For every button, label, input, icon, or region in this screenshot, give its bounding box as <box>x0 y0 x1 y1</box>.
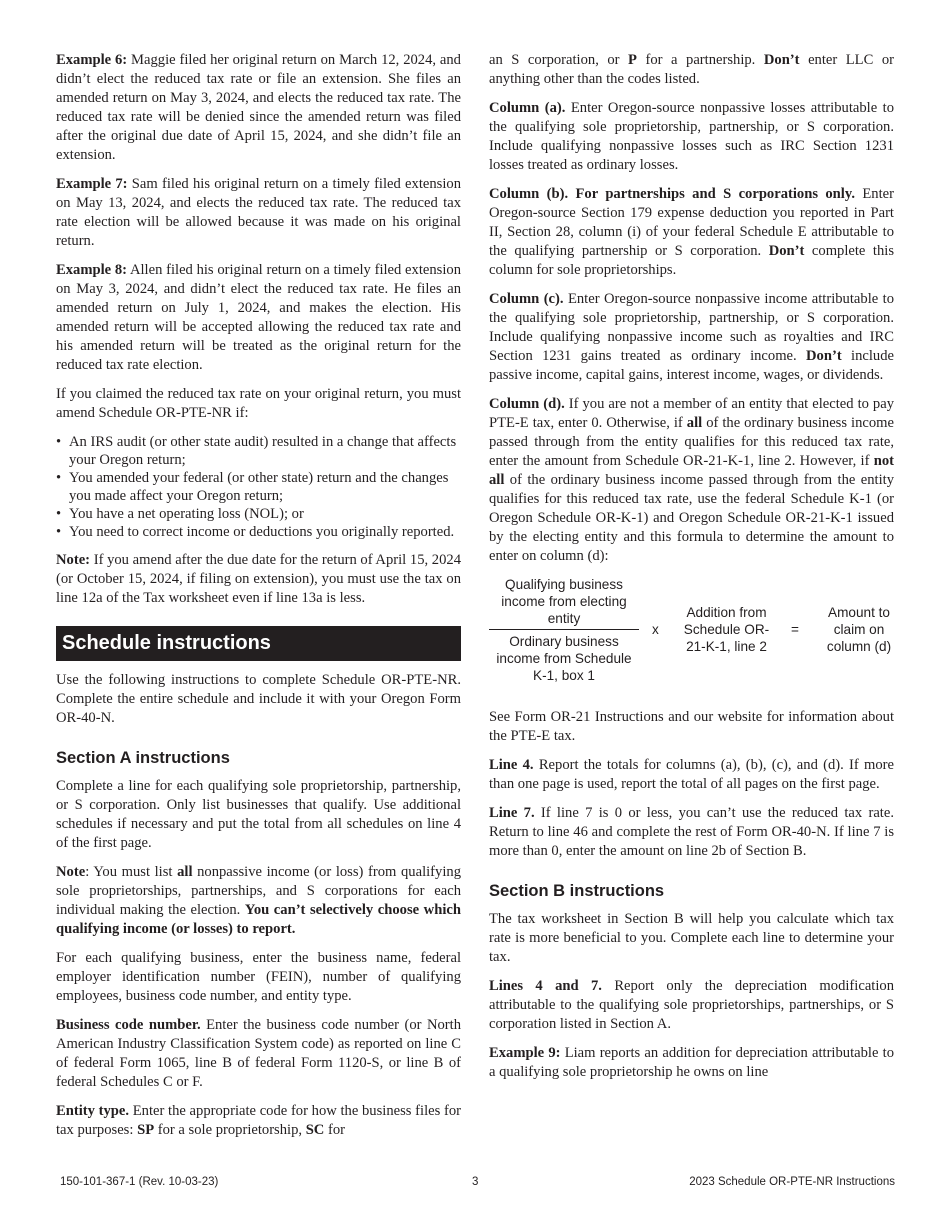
each-business-text: For each qualifying business, enter the business name, federal employer identification number (FEIN), number of qualifying employees, business code number, and entity type. <box>56 950 461 1004</box>
line-7-instructions: Line 7. If line 7 is 0 or less, you can’t use the reduced tax rate. Return to line 46 and complete the rest of Form OR-40-N. If line 7 is more than 0, enter the amount on line 2b of Section B. <box>489 805 894 859</box>
section-a-note: Note: You must list all nonpassive income (or loss) from qualifying sole proprietorships, partnerships, and S corporations for each individual making the election. You can’t selectively choose which qualifying income (or losses) to report. <box>56 864 461 937</box>
example-8: Example 8: Allen filed his original return on a timely filed extension on May 3, 2024, and didn’t elect the reduced tax rate. He files an amended return on July 1, 2024, and makes the election. His amended return will be accepted allowing the reduced tax rate and his amended return will be treated as the original return for the reduced tax rate election. <box>56 262 461 373</box>
schedule-instructions-text: Use the following instructions to complete Schedule OR-PTE-NR. Complete the entire schedule and include it with your Oregon Form OR-40-N. <box>56 672 461 726</box>
formula-result: Amount to claim on column (d) <box>826 605 892 654</box>
formula-times-sign: x <box>652 622 659 637</box>
formula-multiplier: Addition from Schedule OR-21-K-1, line 2 <box>683 605 770 654</box>
column-d-instructions: Column (d). If you are not a member of an entity that elected to pay PTE-E tax, enter 0. Otherwise, if all of the ordinary business income passed through from the entity qualifies for this reduced tax rate, enter the amount from Schedule OR-21-K-1, line 2. However, if not all of the ordinary business income passed through from the entity qualifies for this reduced tax rate, use the federal Schedule K-1 (or Oregon Schedule OR-K-1) and Oregon Schedule OR-21-K-1 issued by the electing entity and this formula to determine the amount to enter on column (d): <box>489 396 894 564</box>
list-item: • An IRS audit (or other state audit) resulted in a change that affects your Oregon return; <box>56 433 461 469</box>
column-d-formula <box>489 576 894 694</box>
list-item: • You have a net operating loss (NOL); or <box>56 505 461 523</box>
lines-4-and-7-instructions: Lines 4 and 7. Report only the depreciation modification attributable to the qualifying sole proprietorships, partnerships, or S corporation listed in Section A. <box>489 978 894 1032</box>
schedule-instructions-heading: Schedule instructions <box>56 626 461 661</box>
section-b-heading: Section B instructions <box>489 882 665 900</box>
column-a-instructions: Column (a). Enter Oregon-source nonpassive losses attributable to the qualifying sole proprietorship, partnership, or S corporation. Include qualifying nonpassive losses such as IRC Section 1231 losses treated as ordinary losses. <box>489 100 894 173</box>
right-column <box>489 51 894 1092</box>
section-b-text: The tax worksheet in Section B will help you calculate which tax rate is more beneficial to you. Complete each line to determine your tax. <box>489 911 894 965</box>
document-title: 2023 Schedule OR-PTE-NR Instructions <box>689 1176 895 1188</box>
example-7: Example 7: Sam filed his original return on a timely filed extension on May 13, 2024, and elects the reduced tax rate. The reduced tax rate election will be allowed because it was made on his original return. <box>56 176 461 249</box>
see-form-text: See Form OR-21 Instructions and our website for information about the PTE-E tax. <box>489 709 894 744</box>
section-a-heading: Section A instructions <box>56 749 230 767</box>
example-6: Example 6: Maggie filed her original return on March 12, 2024, and didn’t elect the reduced tax rate or file an extension. She files an amended return on May 3, 2024, and elects the reduced tax rate. The reduced tax rate will be denied since the amended return was filed after the original due date of April 15, 2024, and she didn’t file an extension. <box>56 52 461 163</box>
example-9: Example 9: Liam reports an addition for depreciation attributable to a qualifying sole proprietorship he owns on line <box>489 1045 894 1080</box>
entity-type-continued: an S corporation, or P for a partnership. Don’t enter LLC or anything other than the codes listed. <box>489 52 894 87</box>
list-item: • You amended your federal (or other state) return and the changes you made affect your Oregon return; <box>56 469 461 505</box>
page-number: 3 <box>472 1176 479 1188</box>
amend-intro: If you claimed the reduced tax rate on your original return, you must amend Schedule OR-PTE-NR if: <box>56 386 461 421</box>
list-item: • You need to correct income or deductions you originally reported. <box>56 523 461 541</box>
amend-conditions-list <box>56 433 461 541</box>
business-code-number: Business code number. Enter the business code number (or North American Industry Classification System code) as reported on line C of federal Form 1065, line B of federal Form 1120-S, or line B of federal Schedules C or F. <box>56 1017 461 1090</box>
formula-numerator: Qualifying business income from electing entity <box>501 577 627 626</box>
formula-equals-sign: = <box>791 622 799 637</box>
column-b-instructions: Column (b). For partnerships and S corporations only. Enter Oregon-source Section 179 expense deduction you reported in Part II, Section 28, column (i) of your federal Schedule E attributable to the qualifying partnership or S corporation. Don’t complete this column for sole proprietorships. <box>489 186 894 278</box>
formula-denominator: Ordinary business income from Schedule K-1, box 1 <box>496 634 632 683</box>
amend-note: Note: If you amend after the due date for the return of April 15, 2024 (or October 15, 2024, if filing on extension), you must use the tax on line 12a of the Tax worksheet even if line 13a is less. <box>56 552 461 606</box>
form-number: 150-101-367-1 (Rev. 10-03-23) <box>60 1176 219 1188</box>
section-a-text: Complete a line for each qualifying sole proprietorship, partnership, or S corporation. Only list businesses that qualify. Use additional schedules if necessary and put the total from all schedules on line 4 of the first page. <box>56 778 461 851</box>
column-c-instructions: Column (c). Enter Oregon-source nonpassive income attributable to the qualifying sole proprietorship, partnership, or S corporation. Include qualifying nonpassive income such as royalties and IRC Section 1231 gains treated as ordinary income. Don’t include passive income, capital gains, interest income, wages, or dividends. <box>489 291 894 383</box>
entity-type: Entity type. Enter the appropriate code for how the business files for tax purposes: SP for a sole proprietorship, SC for <box>56 1103 462 1138</box>
formula-fraction-bar <box>489 629 639 630</box>
line-4-instructions: Line 4. Report the totals for columns (a), (b), (c), and (d). If more than one page is used, report the total of all pages on the first page. <box>489 757 894 792</box>
left-column <box>56 51 461 1150</box>
